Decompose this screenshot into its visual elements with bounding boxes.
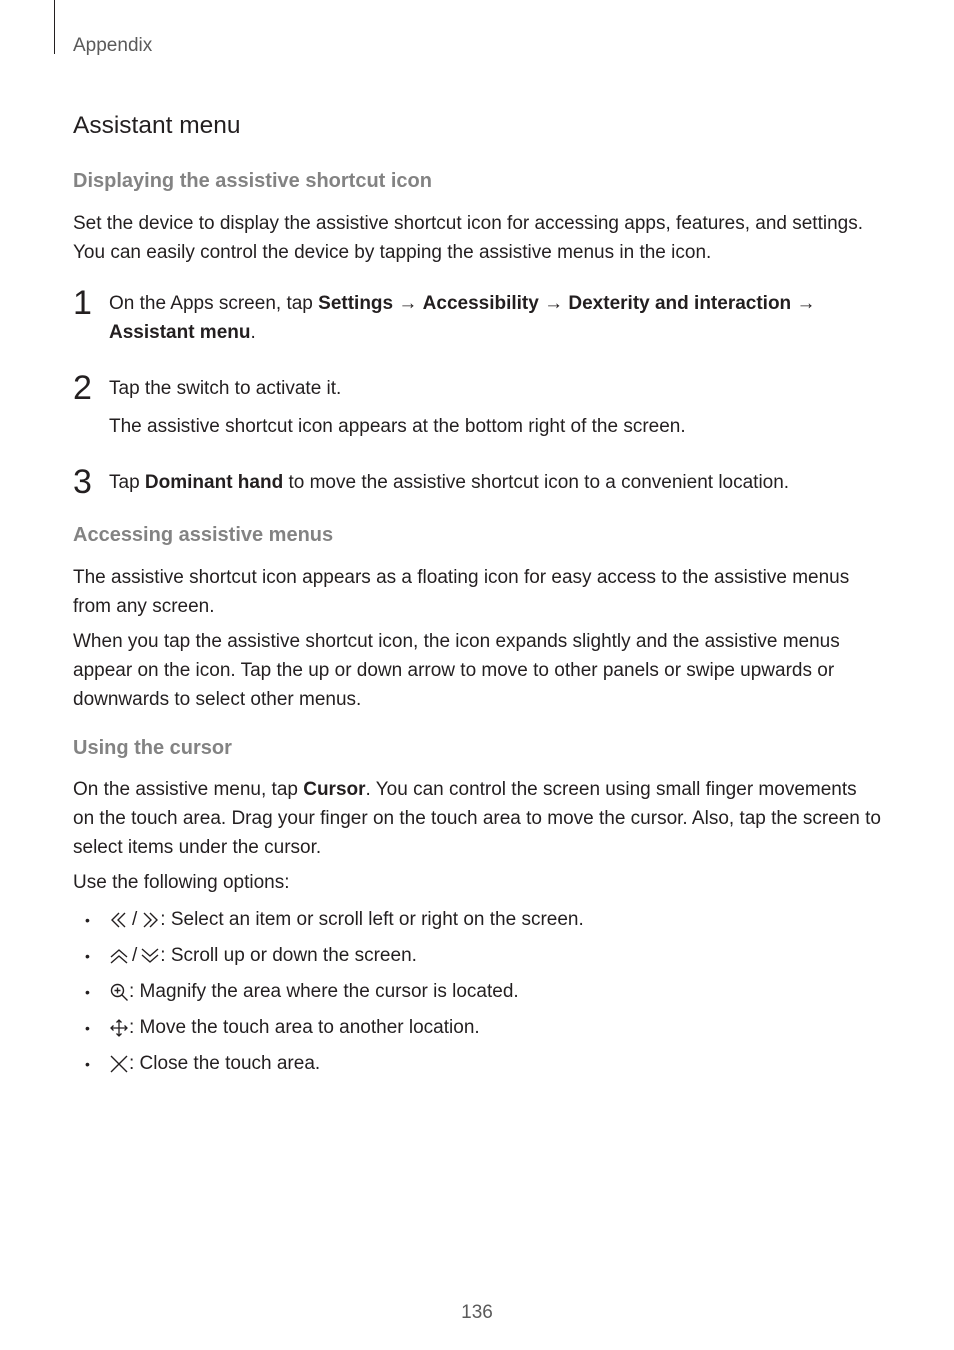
step-text bbox=[109, 289, 889, 347]
paragraph: The assistive shortcut icon appears as a floating icon for easy access to the assistive menus from any screen. bbox=[73, 567, 850, 617]
section-heading-shortcut-icon: Displaying the assistive shortcut icon bbox=[73, 170, 432, 192]
bullet: • bbox=[85, 948, 90, 964]
step-number: 1 bbox=[73, 284, 92, 322]
page-number: 136 bbox=[461, 1302, 493, 1323]
list-item-text: : Magnify the area where the cursor is located. bbox=[129, 981, 519, 1002]
step-text-suffix: to move the assistive shortcut icon to a convenient location. bbox=[283, 472, 790, 493]
step-text-prefix: Tap bbox=[109, 472, 145, 493]
bullet: • bbox=[85, 912, 90, 928]
paragraph-prefix: On the assistive menu, tap bbox=[73, 779, 304, 800]
arrow: → bbox=[393, 293, 423, 314]
paragraph: When you tap the assistive shortcut icon, the icon expands slightly and the assistive menus appear on the icon. Tap the up or down arrow to move to other panels or swipe upwards or downwards to select other menus. bbox=[73, 631, 840, 710]
running-head: Appendix bbox=[73, 35, 153, 56]
step-text-prefix: On the Apps screen, tap bbox=[109, 293, 319, 314]
list-item-text: : Scroll up or down the screen. bbox=[160, 945, 417, 966]
bullet: • bbox=[85, 984, 90, 1000]
list-item bbox=[85, 1016, 480, 1040]
double-chevron-up-icon bbox=[109, 946, 129, 966]
bullet: • bbox=[85, 1020, 90, 1036]
double-chevron-down-icon bbox=[140, 946, 160, 966]
list-item-text: : Move the touch area to another location. bbox=[129, 1017, 480, 1038]
list-item bbox=[85, 980, 519, 1004]
option-dominant-hand: Dominant hand bbox=[144, 472, 284, 493]
menu-path-accessibility: Accessibility bbox=[422, 293, 539, 314]
step-number: 3 bbox=[73, 463, 92, 501]
double-chevron-right-icon bbox=[140, 910, 160, 930]
page-title: Assistant menu bbox=[73, 112, 241, 139]
move-icon bbox=[109, 1018, 129, 1038]
section-heading-using-cursor: Using the cursor bbox=[73, 737, 232, 759]
menu-path-settings: Settings bbox=[318, 293, 394, 314]
menu-path-dexterity: Dexterity and interaction bbox=[568, 293, 792, 314]
close-icon bbox=[109, 1054, 129, 1074]
list-item bbox=[85, 1052, 320, 1076]
list-item-text: : Select an item or scroll left or right on the screen. bbox=[160, 909, 584, 930]
section-intro: Set the device to display the assistive shortcut icon for accessing apps, features, and settings. You can easily control the device by tapping the assistive menus in the icon. bbox=[73, 213, 863, 263]
section-heading-accessing-menus: Accessing assistive menus bbox=[73, 524, 334, 546]
double-chevron-left-icon bbox=[109, 910, 129, 930]
separator: / bbox=[132, 909, 138, 930]
list-item-text: : Close the touch area. bbox=[129, 1053, 321, 1074]
list-item bbox=[85, 944, 417, 968]
bullet: • bbox=[85, 1056, 90, 1072]
paragraph-suffix: . You can control the screen using small finger movements on the touch area. Drag your finger on the touch area to move the cursor. Also, tap the screen to select items under the cursor. bbox=[73, 779, 881, 858]
list-item bbox=[85, 908, 584, 932]
step-text bbox=[109, 468, 889, 497]
step-text: Tap the switch to activate it. bbox=[109, 378, 342, 399]
paragraph: Use the following options: bbox=[73, 872, 290, 893]
magnify-icon bbox=[109, 982, 129, 1002]
arrow: → bbox=[791, 293, 816, 314]
margin-rule bbox=[54, 0, 55, 54]
menu-path-assistant-menu: Assistant menu bbox=[109, 322, 251, 343]
option-cursor: Cursor bbox=[303, 779, 366, 800]
paragraph bbox=[73, 775, 883, 862]
separator: / bbox=[132, 945, 138, 966]
step-text-suffix: . bbox=[250, 322, 256, 343]
arrow: → bbox=[538, 293, 569, 314]
step-number: 2 bbox=[73, 369, 92, 407]
step-note: The assistive shortcut icon appears at the bottom right of the screen. bbox=[109, 416, 686, 437]
